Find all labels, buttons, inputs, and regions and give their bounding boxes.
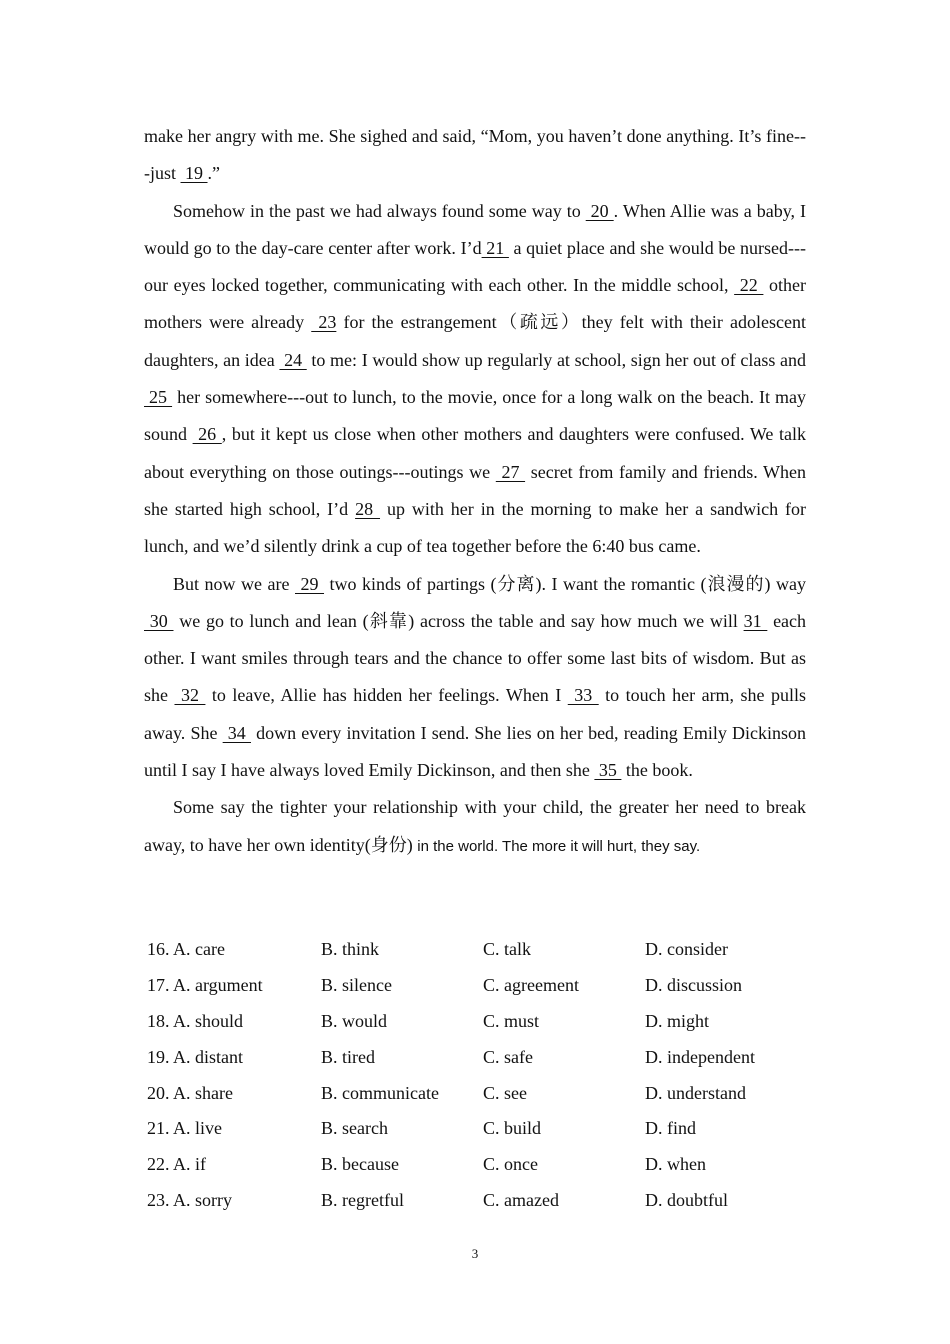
option-d: D. consider — [645, 939, 728, 959]
option-b: B. communicate — [321, 1082, 439, 1103]
option-a: 16. A. care — [147, 939, 225, 959]
passage-text: we go to lunch and lean (斜靠) across the table and say how much we will — [173, 610, 744, 631]
blank-28: 28 — [355, 498, 381, 519]
option-row-22 — [147, 1147, 807, 1183]
option-c: C. talk — [483, 939, 531, 959]
passage-text: .” — [207, 163, 221, 184]
option-c: C. see — [483, 1082, 527, 1103]
passage-text: secret from family and friends. When she started high school, I’d — [144, 461, 806, 519]
answer-options — [147, 932, 807, 1219]
paragraph-1 — [144, 118, 806, 193]
paragraph-4 — [144, 789, 806, 865]
option-d: D. doubtful — [645, 1190, 728, 1211]
blank-30: 30 — [144, 610, 174, 631]
option-a: 19. A. distant — [147, 1046, 244, 1067]
passage-text: to leave, Allie has hidden her feelings. When I — [205, 685, 568, 706]
passage-text: Somehow in the past we had always found some way to — [173, 200, 586, 221]
paragraph-2 — [144, 193, 806, 566]
option-a: 23. A. sorry — [147, 1190, 232, 1211]
option-a: 21. A. live — [147, 1118, 222, 1139]
passage-text: in the world. The more it will hurt, they say. — [417, 837, 701, 855]
option-row-16 — [147, 932, 807, 968]
option-b: B. because — [321, 1154, 399, 1175]
option-a: 17. A. argument — [147, 974, 263, 995]
option-a: 18. A. should — [147, 1010, 244, 1031]
passage-text: two kinds of partings (分离). I want the romantic (浪漫的) way — [324, 573, 807, 594]
passage-text: Some say the tighter your relationship with your child, the greater her need to break away, to have her own identity(身份) — [144, 797, 806, 855]
passage-text: other mothers were already — [144, 275, 807, 333]
passage-text: down every invitation I send. She lies on her bed, reading Emily Dickinson until I say I have always loved Emily Dickinson, and then she — [144, 722, 807, 781]
blank-21: 21 — [481, 237, 509, 258]
blank-22: 22 — [734, 275, 764, 296]
passage-text: the book. — [621, 760, 693, 781]
option-row-21 — [147, 1111, 807, 1147]
blank-32: 32 — [174, 685, 206, 706]
option-row-23 — [147, 1183, 807, 1219]
cloze-passage — [144, 118, 806, 865]
option-c: C. must — [483, 1010, 540, 1031]
option-a: 20. A. share — [147, 1082, 233, 1103]
option-b: B. think — [321, 939, 380, 959]
passage-text: each other. I want smiles through tears and the chance to offer some last bits of wisdom. But as she — [144, 610, 807, 706]
option-row-19 — [147, 1040, 807, 1076]
passage-text: her somewhere---out to lunch, to the movie, once for a long walk on the beach. It may sound — [144, 387, 807, 445]
blank-34: 34 — [222, 722, 251, 743]
paragraph-3 — [144, 566, 806, 790]
passage-text: a quiet place and she would be nursed---our eyes locked together, communicating with each other. In the middle school, — [144, 237, 806, 296]
option-row-20 — [147, 1076, 807, 1112]
option-b: B. tired — [321, 1046, 375, 1067]
option-c: C. amazed — [483, 1190, 559, 1211]
passage-text: to touch her arm, she pulls away. She — [144, 685, 807, 743]
blank-29: 29 — [295, 573, 325, 594]
blank-31: 31 — [743, 610, 768, 631]
option-d: D. understand — [645, 1082, 746, 1103]
passage-text: to me: I would show up regularly at school, sign her out of class and — [306, 349, 806, 370]
blank-19: 19 — [180, 163, 208, 184]
blank-27: 27 — [495, 461, 526, 482]
blank-35: 35 — [594, 760, 622, 781]
option-b: B. silence — [321, 974, 392, 995]
option-d: D. find — [645, 1118, 696, 1139]
blank-33: 33 — [567, 685, 599, 706]
option-b: B. regretful — [321, 1190, 404, 1211]
blank-26: 26 — [192, 424, 222, 445]
option-row-18 — [147, 1004, 807, 1040]
option-c: C. build — [483, 1118, 542, 1139]
option-c: C. safe — [483, 1046, 533, 1067]
passage-text: , but it kept us close when other mothers and daughters were confused. We talk about everything on those outings---outings we — [144, 424, 806, 482]
option-b: B. would — [321, 1010, 388, 1031]
page-number: 3 — [471, 1246, 479, 1261]
option-d: D. might — [645, 1010, 710, 1031]
option-d: D. when — [645, 1154, 706, 1175]
blank-25: 25 — [144, 387, 173, 408]
blank-24: 24 — [279, 349, 307, 370]
option-c: C. once — [483, 1154, 538, 1175]
option-d: D. discussion — [645, 974, 743, 995]
passage-text: . When Allie was a baby, I would go to the day-care center after work. I’d — [144, 200, 806, 258]
option-b: B. search — [321, 1118, 388, 1139]
blank-23: 23 — [311, 312, 337, 333]
passage-text: up with her in the morning to make her a sandwich for lunch, and we’d silently drink a cup of tea together before the 6:40 bus came. — [144, 498, 806, 557]
option-c: C. agreement — [483, 974, 579, 995]
passage-text: But now we are — [173, 573, 295, 594]
option-row-17 — [147, 968, 807, 1004]
blank-20: 20 — [585, 200, 614, 221]
passage-text: for the estrangement（疏远）they felt with their adolescent daughters, an idea — [144, 312, 806, 370]
option-a: 22. A. if — [147, 1154, 207, 1175]
option-d: D. independent — [645, 1046, 755, 1067]
passage-text: make her angry with me. She sighed and said, “Mom, you haven’t done anything. It’s fine---just — [144, 126, 806, 184]
